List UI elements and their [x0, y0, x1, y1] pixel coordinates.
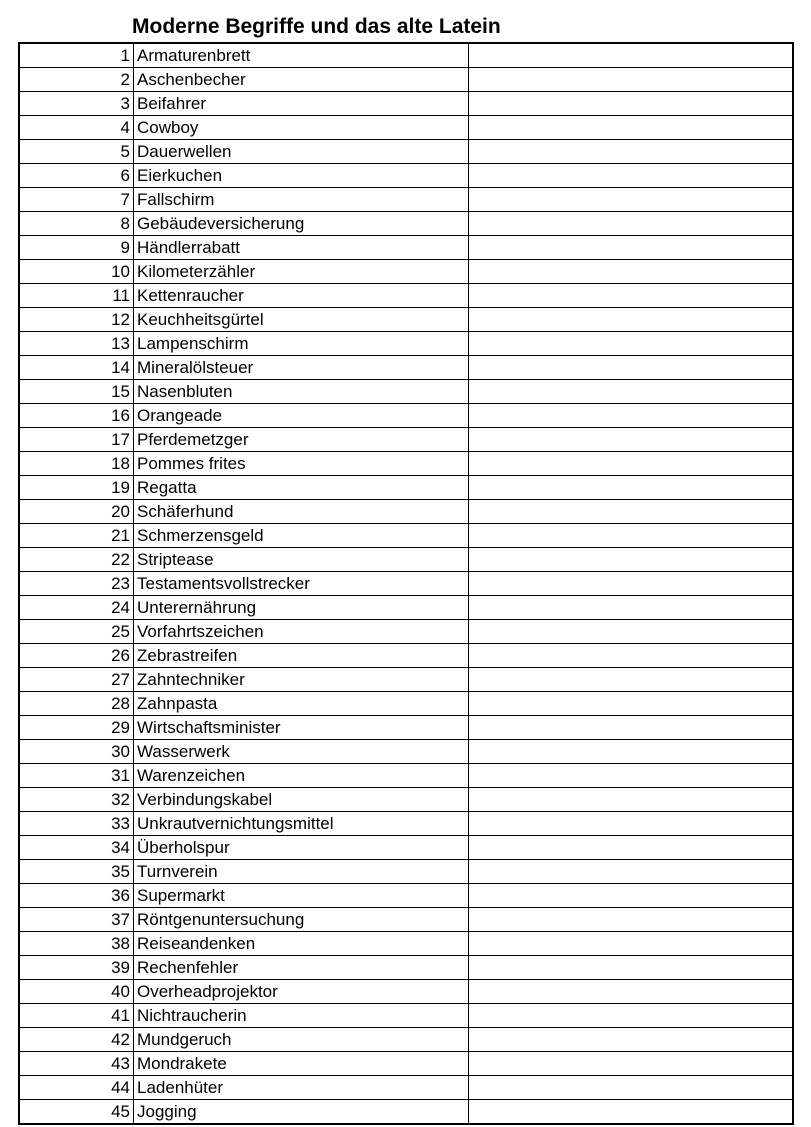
latin-answer-cell: [469, 908, 793, 932]
row-number: 36: [20, 884, 134, 908]
modern-term: Pferdemetzger: [134, 428, 469, 452]
table-row: [20, 836, 792, 860]
table-row: [20, 476, 792, 500]
row-number: 32: [20, 788, 134, 812]
latin-answer-cell: [469, 260, 793, 284]
table-row: [20, 980, 792, 1004]
table-row: [20, 356, 792, 380]
modern-term: Mondrakete: [134, 1052, 469, 1076]
modern-term: Pommes frites: [134, 452, 469, 476]
row-number: 23: [20, 572, 134, 596]
latin-answer-cell: [469, 308, 793, 332]
modern-term: Zahnpasta: [134, 692, 469, 716]
row-number: 40: [20, 980, 134, 1004]
table-row: [20, 140, 792, 164]
table-row: [20, 668, 792, 692]
modern-term: Wirtschaftsminister: [134, 716, 469, 740]
modern-term: Beifahrer: [134, 92, 469, 116]
modern-term: Gebäudeversicherung: [134, 212, 469, 236]
table-row: [20, 428, 792, 452]
table-row: [20, 404, 792, 428]
row-number: 9: [20, 236, 134, 260]
table-row: [20, 260, 792, 284]
modern-term: Dauerwellen: [134, 140, 469, 164]
modern-term: Rechenfehler: [134, 956, 469, 980]
row-number: 3: [20, 92, 134, 116]
latin-answer-cell: [469, 140, 793, 164]
row-number: 38: [20, 932, 134, 956]
latin-answer-cell: [469, 404, 793, 428]
modern-term: Fallschirm: [134, 188, 469, 212]
table-row: [20, 188, 792, 212]
row-number: 19: [20, 476, 134, 500]
latin-answer-cell: [469, 68, 793, 92]
table-row: [20, 788, 792, 812]
latin-answer-cell: [469, 332, 793, 356]
row-number: 6: [20, 164, 134, 188]
modern-term: Orangeade: [134, 404, 469, 428]
latin-answer-cell: [469, 1052, 793, 1076]
modern-term: Schäferhund: [134, 500, 469, 524]
row-number: 7: [20, 188, 134, 212]
modern-term: Keuchheitsgürtel: [134, 308, 469, 332]
table-row: [20, 956, 792, 980]
modern-term: Unterernährung: [134, 596, 469, 620]
latin-answer-cell: [469, 836, 793, 860]
row-number: 31: [20, 764, 134, 788]
latin-answer-cell: [469, 644, 793, 668]
latin-answer-cell: [469, 812, 793, 836]
row-number: 39: [20, 956, 134, 980]
latin-answer-cell: [469, 1028, 793, 1052]
latin-answer-cell: [469, 884, 793, 908]
row-number: 8: [20, 212, 134, 236]
latin-answer-cell: [469, 92, 793, 116]
row-number: 34: [20, 836, 134, 860]
table-row: [20, 884, 792, 908]
modern-term: Kettenraucher: [134, 284, 469, 308]
table-row: [20, 620, 792, 644]
modern-term: Aschenbecher: [134, 68, 469, 92]
latin-answer-cell: [469, 692, 793, 716]
latin-answer-cell: [469, 1076, 793, 1100]
table-row: [20, 1004, 792, 1028]
modern-term: Überholspur: [134, 836, 469, 860]
latin-answer-cell: [469, 788, 793, 812]
modern-term: Lampenschirm: [134, 332, 469, 356]
latin-answer-cell: [469, 764, 793, 788]
table-row: [20, 236, 792, 260]
latin-answer-cell: [469, 620, 793, 644]
row-number: 25: [20, 620, 134, 644]
row-number: 35: [20, 860, 134, 884]
latin-answer-cell: [469, 1004, 793, 1028]
table-row: [20, 908, 792, 932]
row-number: 33: [20, 812, 134, 836]
modern-term: Supermarkt: [134, 884, 469, 908]
row-number: 29: [20, 716, 134, 740]
latin-answer-cell: [469, 524, 793, 548]
latin-answer-cell: [469, 932, 793, 956]
modern-term: Eierkuchen: [134, 164, 469, 188]
latin-answer-cell: [469, 116, 793, 140]
table-row: [20, 644, 792, 668]
table-row: [20, 212, 792, 236]
modern-term: Schmerzensgeld: [134, 524, 469, 548]
table-row: [20, 524, 792, 548]
row-number: 43: [20, 1052, 134, 1076]
row-number: 24: [20, 596, 134, 620]
modern-term: Ladenhüter: [134, 1076, 469, 1100]
table-row: [20, 1100, 792, 1124]
modern-term: Jogging: [134, 1100, 469, 1124]
table-row: [20, 740, 792, 764]
latin-answer-cell: [469, 428, 793, 452]
row-number: 16: [20, 404, 134, 428]
latin-answer-cell: [469, 44, 793, 68]
row-number: 4: [20, 116, 134, 140]
latin-answer-cell: [469, 236, 793, 260]
latin-answer-cell: [469, 380, 793, 404]
table-row: [20, 572, 792, 596]
modern-term: Wasserwerk: [134, 740, 469, 764]
table-row: [20, 812, 792, 836]
modern-term: Overheadprojektor: [134, 980, 469, 1004]
latin-answer-cell: [469, 860, 793, 884]
latin-answer-cell: [469, 956, 793, 980]
table-row: [20, 932, 792, 956]
modern-term: Händlerrabatt: [134, 236, 469, 260]
modern-term: Kilometerzähler: [134, 260, 469, 284]
row-number: 42: [20, 1028, 134, 1052]
row-number: 10: [20, 260, 134, 284]
table-row: [20, 860, 792, 884]
modern-term: Zebrastreifen: [134, 644, 469, 668]
table-row: [20, 692, 792, 716]
modern-term: Testamentsvollstrecker: [134, 572, 469, 596]
row-number: 5: [20, 140, 134, 164]
table-row: [20, 1028, 792, 1052]
table-row: [20, 596, 792, 620]
modern-term: Unkrautvernichtungsmittel: [134, 812, 469, 836]
latin-answer-cell: [469, 188, 793, 212]
table-row: [20, 116, 792, 140]
latin-answer-cell: [469, 596, 793, 620]
row-number: 45: [20, 1100, 134, 1124]
vocabulary-table: [18, 42, 794, 1125]
modern-term: Nichtraucherin: [134, 1004, 469, 1028]
row-number: 30: [20, 740, 134, 764]
row-number: 2: [20, 68, 134, 92]
row-number: 12: [20, 308, 134, 332]
modern-term: Turnverein: [134, 860, 469, 884]
table-row: [20, 164, 792, 188]
table-body: [20, 44, 792, 1123]
row-number: 26: [20, 644, 134, 668]
latin-answer-cell: [469, 548, 793, 572]
latin-answer-cell: [469, 1100, 793, 1124]
modern-term: Warenzeichen: [134, 764, 469, 788]
modern-term: Armaturenbrett: [134, 44, 469, 68]
table-row: [20, 308, 792, 332]
table-row: [20, 380, 792, 404]
table-row: [20, 332, 792, 356]
row-number: 15: [20, 380, 134, 404]
modern-term: Mundgeruch: [134, 1028, 469, 1052]
modern-term: Nasenbluten: [134, 380, 469, 404]
row-number: 44: [20, 1076, 134, 1100]
modern-term: Zahntechniker: [134, 668, 469, 692]
row-number: 37: [20, 908, 134, 932]
row-number: 28: [20, 692, 134, 716]
table-row: [20, 500, 792, 524]
row-number: 17: [20, 428, 134, 452]
row-number: 14: [20, 356, 134, 380]
table-row: [20, 452, 792, 476]
table-row: [20, 1052, 792, 1076]
table-row: [20, 1076, 792, 1100]
table-row: [20, 44, 792, 68]
latin-answer-cell: [469, 668, 793, 692]
modern-term: Vorfahrtszeichen: [134, 620, 469, 644]
row-number: 27: [20, 668, 134, 692]
modern-term: Mineralölsteuer: [134, 356, 469, 380]
row-number: 1: [20, 44, 134, 68]
row-number: 22: [20, 548, 134, 572]
table-row: [20, 284, 792, 308]
table-row: [20, 764, 792, 788]
latin-answer-cell: [469, 356, 793, 380]
modern-term: Röntgenuntersuchung: [134, 908, 469, 932]
modern-term: Cowboy: [134, 116, 469, 140]
table-row: [20, 716, 792, 740]
table-row: [20, 548, 792, 572]
latin-answer-cell: [469, 164, 793, 188]
row-number: 20: [20, 500, 134, 524]
latin-answer-cell: [469, 284, 793, 308]
table-row: [20, 68, 792, 92]
latin-answer-cell: [469, 212, 793, 236]
row-number: 18: [20, 452, 134, 476]
row-number: 13: [20, 332, 134, 356]
modern-term: Verbindungskabel: [134, 788, 469, 812]
modern-term: Regatta: [134, 476, 469, 500]
row-number: 11: [20, 284, 134, 308]
latin-answer-cell: [469, 716, 793, 740]
row-number: 21: [20, 524, 134, 548]
page-title: Moderne Begriffe und das alte Latein: [132, 15, 501, 38]
latin-answer-cell: [469, 452, 793, 476]
latin-answer-cell: [469, 500, 793, 524]
row-number: 41: [20, 1004, 134, 1028]
table-row: [20, 92, 792, 116]
modern-term: Reiseandenken: [134, 932, 469, 956]
latin-answer-cell: [469, 980, 793, 1004]
vocabulary-grid: [20, 44, 792, 1123]
latin-answer-cell: [469, 740, 793, 764]
latin-answer-cell: [469, 476, 793, 500]
latin-answer-cell: [469, 572, 793, 596]
modern-term: Striptease: [134, 548, 469, 572]
